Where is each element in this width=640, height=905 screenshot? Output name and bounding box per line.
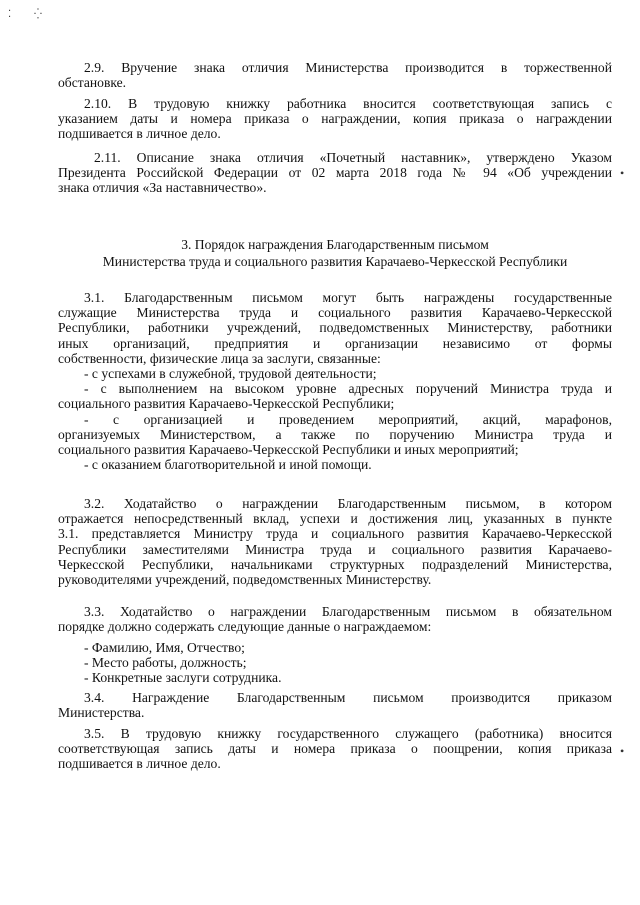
text-line: Республики, работники учреждений, подведомственных Министерству, работники xyxy=(58,320,612,336)
text-line: 2.10. В трудовую книжку работника вносится соответствующая запись с xyxy=(84,96,612,111)
list-item: - с организацией и проведением мероприятий, акций, марафонов, xyxy=(84,411,612,427)
heading-line: 3. Порядок награждения Благодарственным письмом xyxy=(181,237,489,252)
list-item: - с успехами в служебной, трудовой деятельности; xyxy=(84,366,377,381)
list-item: - Конкретные заслуги сотрудника. xyxy=(84,670,282,686)
heading-line: Министерства труда и социального развития Карачаево-Черкесской Республики xyxy=(102,254,568,269)
section-3-heading xyxy=(58,236,612,270)
text-line: Президента Российской Федерации от 02 марта 2018 года № 94 «Об учреждении xyxy=(58,165,612,181)
list-item: организуемых Министерством, а также по поручению Министра труда и xyxy=(58,426,612,442)
list-item: - Место работы, должность; xyxy=(84,655,247,671)
text-line: 3.2. Ходатайство о награждении Благодарственным письмом, в котором xyxy=(84,496,612,511)
text-line: 2.11. Описание знака отличия «Почетный наставник», утверждено Указом xyxy=(94,150,612,165)
text-line: 3.4. Награждение Благодарственным письмом производится приказом xyxy=(84,690,612,705)
list-item: социального развития Карачаево-Черкесской Республики и иных мероприятий; xyxy=(58,441,519,457)
text-line: иных организаций, предприятия и организации независимо от формы xyxy=(58,335,612,351)
text-line: соответствующая запись даты и номера приказа о поощрении, копия приказа xyxy=(58,741,612,757)
text-line: порядке должно содержать следующие данные о награждаемом: xyxy=(58,619,432,635)
paragraph-2-10 xyxy=(58,96,612,142)
text-line: 2.9. Вручение знака отличия Министерства производится в торжественной xyxy=(84,60,612,75)
paragraph-2-9 xyxy=(58,60,612,90)
text-line: отражается непосредственный вклад, успехи и достижения лиц, указанных в пункте xyxy=(58,511,612,527)
bullet-list-3-1 xyxy=(58,366,612,472)
text-line: Министерства. xyxy=(58,705,145,721)
text-line: Республики заместителями Министра труда и социального развития Карачаево- xyxy=(58,541,612,557)
paragraph-3-5 xyxy=(58,726,612,772)
list-item: - с оказанием благотворительной и иной помощи. xyxy=(84,457,372,473)
paragraph-3-4 xyxy=(58,690,612,720)
list-item: - с выполнением на высоком уровне адресных поручений Министра труда и xyxy=(84,381,612,397)
text-line: подшивается в личное дело. xyxy=(58,756,221,772)
text-line: подшивается в личное дело. xyxy=(58,126,221,142)
text-line: собственности, физические лица за заслуги, связанные: xyxy=(58,350,381,366)
paragraph-2-11 xyxy=(58,150,612,196)
scan-artifact-mark: ⁛ xyxy=(34,9,42,20)
text-line: 3.5. В трудовую книжку государственного служащего (работника) вносится xyxy=(84,726,612,741)
paragraph-3-2 xyxy=(58,496,612,587)
text-line: 3.1. представляется Министру труда и социального развития Карачаево-Черкесской xyxy=(58,526,612,542)
list-item: - Фамилию, Имя, Отчество; xyxy=(84,640,245,655)
scan-artifact-mark: ⁚ xyxy=(8,9,12,20)
text-line: обстановке. xyxy=(58,75,127,91)
margin-dot: • xyxy=(620,166,625,180)
text-line: знака отличия «За наставничество». xyxy=(58,180,267,196)
text-line: 3.3. Ходатайство о награждении Благодарственным письмом в обязательном xyxy=(84,604,612,619)
text-line: Черкесской Республики, начальниками структурных подразделений Министерства, xyxy=(58,556,612,572)
bullet-list-3-3 xyxy=(58,640,612,686)
text-line: указанием даты и номера приказа о награждении, копия приказа о награждении xyxy=(58,111,612,127)
paragraph-3-3 xyxy=(58,604,612,634)
text-line: руководителями учреждений, подведомственных Министерству. xyxy=(58,571,432,587)
list-item: социального развития Карачаево-Черкесской Республики; xyxy=(58,396,395,412)
paragraph-3-1 xyxy=(58,290,612,366)
text-line: 3.1. Благодарственным письмом могут быть награждены государственные xyxy=(84,290,612,305)
margin-dot: • xyxy=(620,744,625,758)
text-line: служащие Министерства труда и социального развития Карачаево-Черкесской xyxy=(58,305,612,321)
